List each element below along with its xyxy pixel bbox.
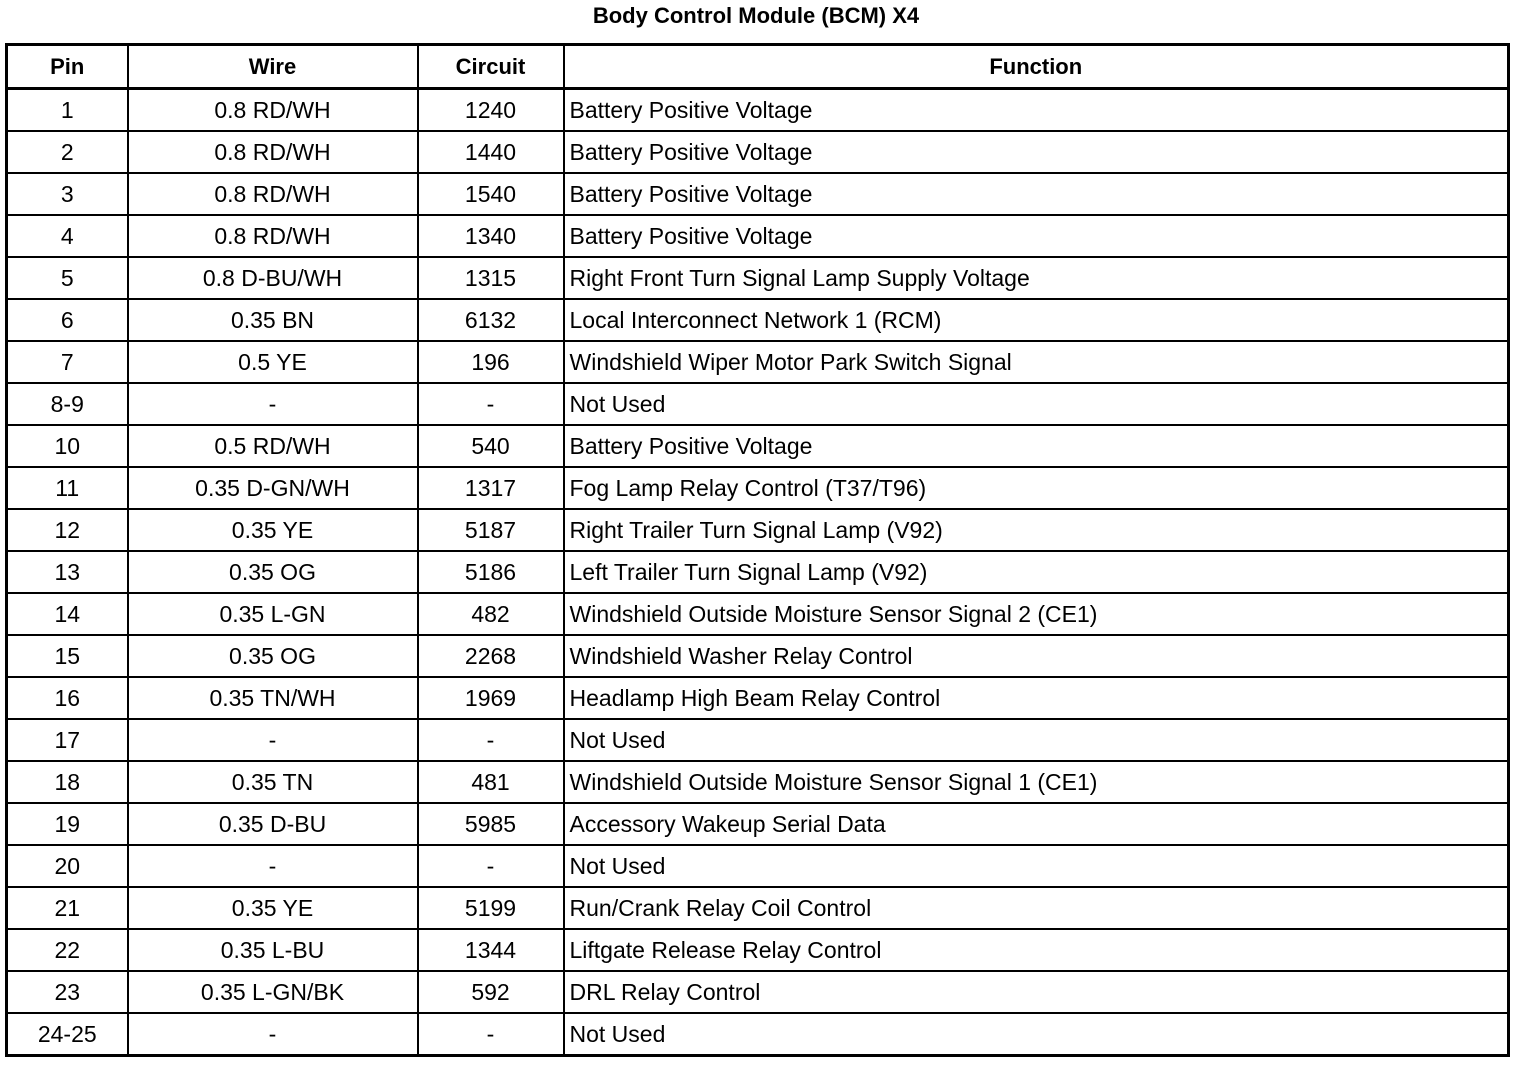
pin-cell: 21 <box>7 887 128 929</box>
connector-pinout-table <box>5 43 1510 1057</box>
function-cell: Local Interconnect Network 1 (RCM) <box>564 299 1509 341</box>
table-row <box>7 677 1509 719</box>
table-row <box>7 803 1509 845</box>
wire-cell: 0.35 D-BU <box>128 803 418 845</box>
table-row <box>7 929 1509 971</box>
function-cell: Headlamp High Beam Relay Control <box>564 677 1509 719</box>
wire-cell: 0.8 D-BU/WH <box>128 257 418 299</box>
function-cell: Not Used <box>564 719 1509 761</box>
table-row <box>7 593 1509 635</box>
table-row <box>7 341 1509 383</box>
pin-cell: 7 <box>7 341 128 383</box>
function-cell: Fog Lamp Relay Control (T37/T96) <box>564 467 1509 509</box>
function-cell: Left Trailer Turn Signal Lamp (V92) <box>564 551 1509 593</box>
circuit-cell: 5985 <box>418 803 564 845</box>
table-row <box>7 89 1509 132</box>
table-row <box>7 719 1509 761</box>
circuit-cell: 1440 <box>418 131 564 173</box>
pin-cell: 12 <box>7 509 128 551</box>
function-cell: Battery Positive Voltage <box>564 425 1509 467</box>
table-row <box>7 425 1509 467</box>
pin-cell: 19 <box>7 803 128 845</box>
wire-cell: 0.35 BN <box>128 299 418 341</box>
pin-cell: 16 <box>7 677 128 719</box>
pin-cell: 6 <box>7 299 128 341</box>
function-cell: Battery Positive Voltage <box>564 173 1509 215</box>
header-row <box>7 45 1509 89</box>
circuit-cell: 6132 <box>418 299 564 341</box>
circuit-cell: 1344 <box>418 929 564 971</box>
function-cell: Battery Positive Voltage <box>564 131 1509 173</box>
circuit-cell: 5187 <box>418 509 564 551</box>
circuit-cell: 540 <box>418 425 564 467</box>
pin-cell: 14 <box>7 593 128 635</box>
table-row <box>7 215 1509 257</box>
pin-cell: 13 <box>7 551 128 593</box>
table-row <box>7 551 1509 593</box>
table-row <box>7 887 1509 929</box>
table-row <box>7 1013 1509 1056</box>
circuit-cell: 1340 <box>418 215 564 257</box>
table-row <box>7 383 1509 425</box>
circuit-cell: - <box>418 719 564 761</box>
circuit-cell: - <box>418 1013 564 1056</box>
wire-cell: 0.35 D-GN/WH <box>128 467 418 509</box>
table-row <box>7 509 1509 551</box>
table-row <box>7 845 1509 887</box>
circuit-cell: 1315 <box>418 257 564 299</box>
function-cell: Not Used <box>564 1013 1509 1056</box>
wire-cell: 0.35 L-BU <box>128 929 418 971</box>
pin-cell: 18 <box>7 761 128 803</box>
wire-cell: 0.35 OG <box>128 635 418 677</box>
wire-cell: - <box>128 719 418 761</box>
wire-cell: 0.35 L-GN <box>128 593 418 635</box>
function-cell: Run/Crank Relay Coil Control <box>564 887 1509 929</box>
pin-cell: 10 <box>7 425 128 467</box>
circuit-cell: 1240 <box>418 89 564 132</box>
wire-cell: 0.8 RD/WH <box>128 131 418 173</box>
table-row <box>7 131 1509 173</box>
function-cell: Windshield Outside Moisture Sensor Signal 2 (CE1) <box>564 593 1509 635</box>
header-function: Function <box>564 45 1509 89</box>
pin-cell: 22 <box>7 929 128 971</box>
circuit-cell: - <box>418 845 564 887</box>
table-row <box>7 635 1509 677</box>
function-cell: Right Front Turn Signal Lamp Supply Voltage <box>564 257 1509 299</box>
circuit-cell: 592 <box>418 971 564 1013</box>
function-cell: Windshield Washer Relay Control <box>564 635 1509 677</box>
table-header <box>7 45 1509 89</box>
pin-cell: 15 <box>7 635 128 677</box>
function-cell: DRL Relay Control <box>564 971 1509 1013</box>
pin-cell: 24-25 <box>7 1013 128 1056</box>
function-cell: Not Used <box>564 383 1509 425</box>
wire-cell: 0.35 OG <box>128 551 418 593</box>
wire-cell: - <box>128 845 418 887</box>
pin-cell: 1 <box>7 89 128 132</box>
wire-cell: 0.8 RD/WH <box>128 89 418 132</box>
pin-cell: 4 <box>7 215 128 257</box>
function-cell: Battery Positive Voltage <box>564 89 1509 132</box>
function-cell: Not Used <box>564 845 1509 887</box>
function-cell: Windshield Outside Moisture Sensor Signal 1 (CE1) <box>564 761 1509 803</box>
wire-cell: - <box>128 383 418 425</box>
circuit-cell: 1317 <box>418 467 564 509</box>
pin-cell: 11 <box>7 467 128 509</box>
table-row <box>7 173 1509 215</box>
table-row <box>7 761 1509 803</box>
circuit-cell: 2268 <box>418 635 564 677</box>
wire-cell: 0.35 YE <box>128 887 418 929</box>
pin-cell: 3 <box>7 173 128 215</box>
circuit-cell: 481 <box>418 761 564 803</box>
circuit-cell: 196 <box>418 341 564 383</box>
function-cell: Accessory Wakeup Serial Data <box>564 803 1509 845</box>
circuit-cell: 1969 <box>418 677 564 719</box>
pin-cell: 20 <box>7 845 128 887</box>
circuit-cell: 5186 <box>418 551 564 593</box>
function-cell: Liftgate Release Relay Control <box>564 929 1509 971</box>
circuit-cell: 5199 <box>418 887 564 929</box>
pin-cell: 5 <box>7 257 128 299</box>
wire-cell: 0.8 RD/WH <box>128 215 418 257</box>
wire-cell: 0.35 YE <box>128 509 418 551</box>
pin-cell: 2 <box>7 131 128 173</box>
wire-cell: 0.8 RD/WH <box>128 173 418 215</box>
circuit-cell: 1540 <box>418 173 564 215</box>
header-circuit: Circuit <box>418 45 564 89</box>
function-cell: Right Trailer Turn Signal Lamp (V92) <box>564 509 1509 551</box>
wire-cell: - <box>128 1013 418 1056</box>
wire-cell: 0.5 YE <box>128 341 418 383</box>
header-pin: Pin <box>7 45 128 89</box>
wire-cell: 0.35 TN <box>128 761 418 803</box>
table-row <box>7 257 1509 299</box>
header-wire: Wire <box>128 45 418 89</box>
document-title: Body Control Module (BCM) X4 <box>592 3 920 28</box>
pin-cell: 8-9 <box>7 383 128 425</box>
function-cell: Battery Positive Voltage <box>564 215 1509 257</box>
wire-cell: 0.5 RD/WH <box>128 425 418 467</box>
circuit-cell: 482 <box>418 593 564 635</box>
pin-cell: 23 <box>7 971 128 1013</box>
table-row <box>7 971 1509 1013</box>
function-cell: Windshield Wiper Motor Park Switch Signal <box>564 341 1509 383</box>
table-row <box>7 299 1509 341</box>
pin-cell: 17 <box>7 719 128 761</box>
table-body <box>7 89 1509 1056</box>
circuit-cell: - <box>418 383 564 425</box>
table-row <box>7 467 1509 509</box>
wire-cell: 0.35 L-GN/BK <box>128 971 418 1013</box>
wire-cell: 0.35 TN/WH <box>128 677 418 719</box>
